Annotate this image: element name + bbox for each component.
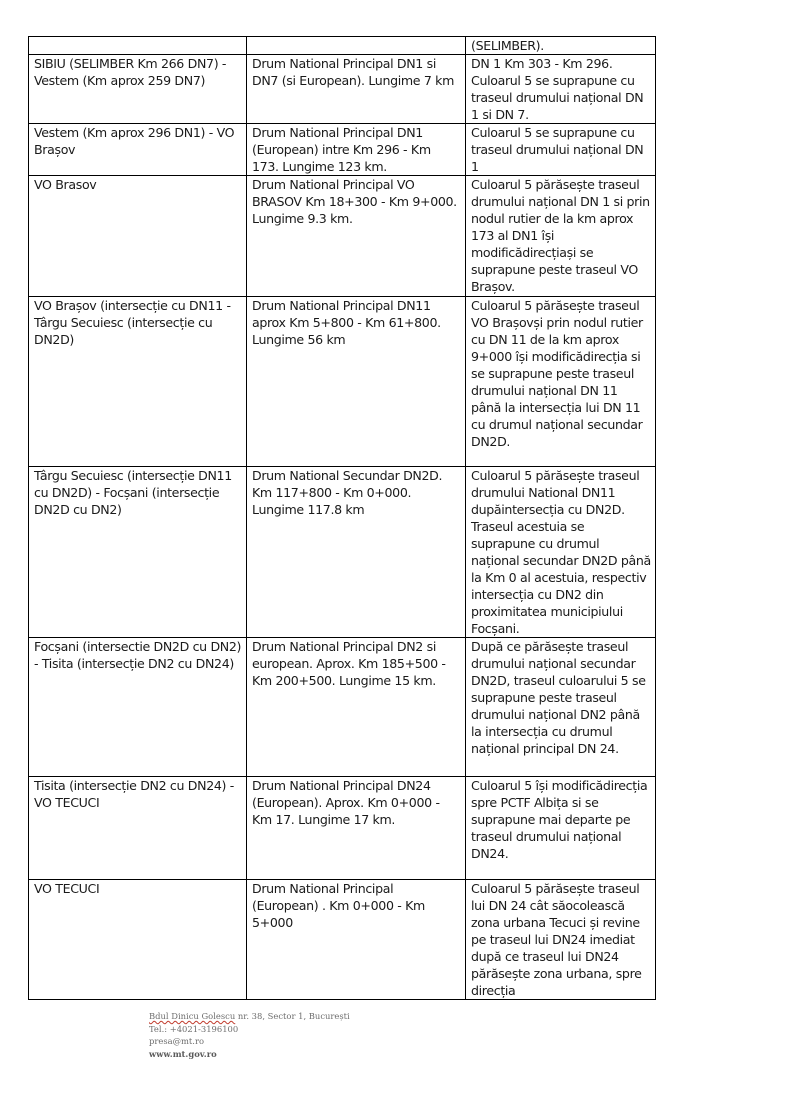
segment-cell: Vestem (Km aprox 296 DN1) - VO Brașov xyxy=(29,124,247,176)
table-row xyxy=(29,297,656,467)
road-cell: Drum National Principal (European) . Km 0+000 - Km 5+000 xyxy=(247,880,466,1000)
table-row xyxy=(29,880,656,1000)
page-footer xyxy=(149,1010,350,1060)
footer-email: presa@mt.ro xyxy=(149,1036,205,1047)
table-row xyxy=(29,55,656,124)
table-row xyxy=(29,777,656,880)
route-table xyxy=(28,36,656,1000)
road-cell: Drum National Principal DN2 si european. Aprox. Km 185+500 - Km 200+500. Lungime 15 km. xyxy=(247,638,466,777)
segment-cell: Târgu Secuiesc (intersecție DN11 cu DN2D) - Focșani (intersecție DN2D cu DN2) xyxy=(29,467,247,638)
spellcheck-underlined-text: Bdul Dinicu Golescu xyxy=(149,1011,236,1021)
road-cell: Drum National Principal VO BRASOV Km 18+300 - Km 9+000. Lungime 9.3 km. xyxy=(247,176,466,297)
table-row xyxy=(29,124,656,176)
road-cell: Drum National Principal DN1 (European) intre Km 296 - Km 173. Lungime 123 km. xyxy=(247,124,466,176)
footer-address: Bdul Dinicu Golescu nr. 38, Sector 1, București xyxy=(149,1011,350,1021)
segment-cell: VO Brașov (intersecție cu DN11 - Târgu Secuiesc (intersecție cu DN2D) xyxy=(29,297,247,467)
description-cell: După ce părăsește traseul drumului național secundar DN2D, traseul culoarului 5 se suprapune peste traseul drumului național DN2 până la intersecția cu drumul național principal DN 24. xyxy=(466,638,656,777)
description-cell: Culoarul 5 părăsește traseul VO Brașovși prin nodul rutier cu DN 11 de la km aprox 9+000 își modificădirecția si se suprapune peste traseul drumului național DN 11 până la intersecția lui DN 11 cu drumul național secundar DN2D. xyxy=(466,297,656,467)
road-cell: Drum National Secundar DN2D. Km 117+800 - Km 0+000. Lungime 117.8 km xyxy=(247,467,466,638)
table-row xyxy=(29,176,656,297)
segment-cell: Focșani (intersectie DN2D cu DN2) - Tisita (intersecție DN2 cu DN24) xyxy=(29,638,247,777)
table-row xyxy=(29,638,656,777)
segment-cell: SIBIU (SELIMBER Km 266 DN7) - Vestem (Km aprox 259 DN7) xyxy=(29,55,247,124)
description-cell: Culoarul 5 se suprapune cu traseul drumului național DN 1 xyxy=(466,124,656,176)
description-cell: DN 1 Km 303 - Km 296. Culoarul 5 se suprapune cu traseul drumului național DN 1 si DN 7. xyxy=(466,55,656,124)
segment-cell: VO Brasov xyxy=(29,176,247,297)
description-cell: Culoarul 5 părăsește traseul lui DN 24 cât săocolească zona urbana Tecuci și revine pe traseul lui DN24 imediat după ce traseul lui DN24 părăsește zona urbana, spre direcția xyxy=(466,880,656,1000)
description-cell: (SELIMBER). xyxy=(466,37,656,55)
road-cell: Drum National Principal DN24 (European). Aprox. Km 0+000 - Km 17. Lungime 17 km. xyxy=(247,777,466,880)
description-cell: Culoarul 5 părăsește traseul drumului National DN11 dupăintersecția cu DN2D. Traseul acestuia se suprapune cu drumul național secundar DN2D până la Km 0 al acestuia, respectiv intersecția cu DN2 din proximitatea municipiului Focșani. xyxy=(466,467,656,638)
footer-website: www.mt.gov.ro xyxy=(149,1048,217,1059)
description-cell: Culoarul 5 părăsește traseul drumului național DN 1 si prin nodul rutier de la km aprox 173 al DN1 își modificădirecțiași se suprapune peste traseul VO Brașov. xyxy=(466,176,656,297)
segment-cell xyxy=(29,37,247,55)
table-row xyxy=(29,467,656,638)
road-cell: Drum National Principal DN11 aprox Km 5+800 - Km 61+800. Lungime 56 km xyxy=(247,297,466,467)
segment-cell: Tisita (intersecție DN2 cu DN24) - VO TECUCI xyxy=(29,777,247,880)
description-cell: Culoarul 5 își modificădirecția spre PCTF Albița si se suprapune mai departe pe traseul drumului național DN24. xyxy=(466,777,656,880)
road-cell: Drum National Principal DN1 si DN7 (si European). Lungime 7 km xyxy=(247,55,466,124)
footer-phone: Tel.: +4021-3196100 xyxy=(149,1023,239,1034)
road-cell xyxy=(247,37,466,55)
table-row xyxy=(29,37,656,55)
segment-cell: VO TECUCI xyxy=(29,880,247,1000)
